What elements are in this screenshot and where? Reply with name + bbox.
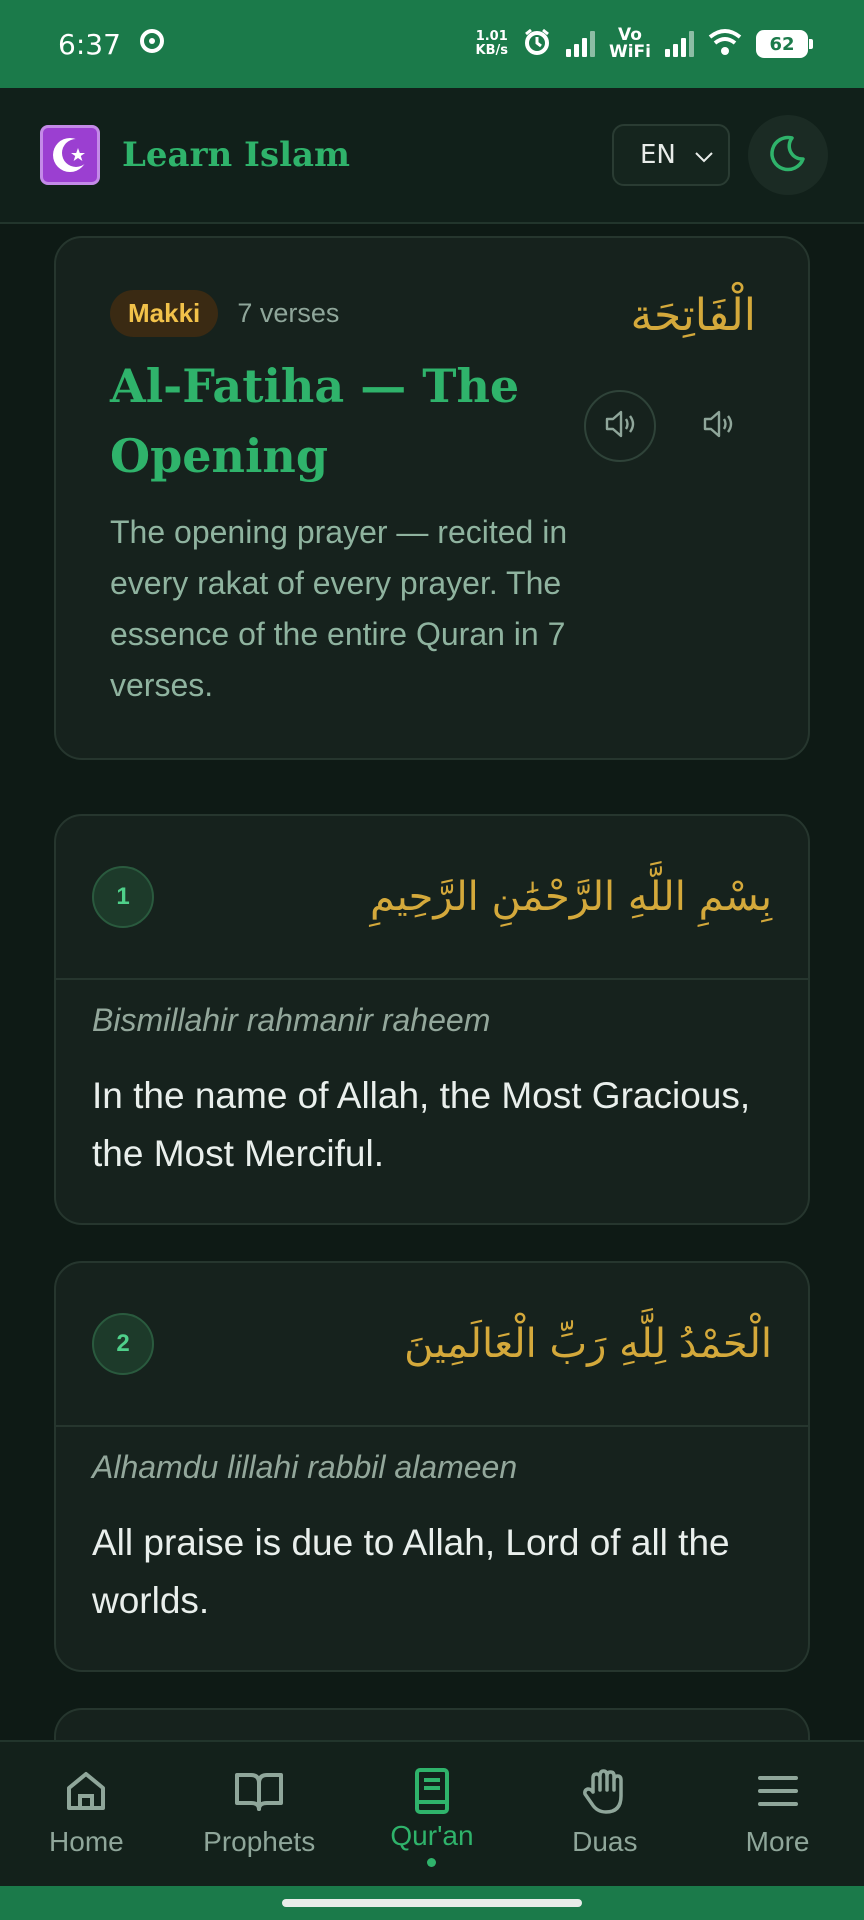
verse-card bbox=[54, 1261, 810, 1672]
verse-number: 1 bbox=[92, 866, 154, 928]
book-open-icon bbox=[233, 1766, 285, 1820]
nav-item-duas[interactable] bbox=[530, 1766, 680, 1858]
revelation-badge: Makki bbox=[110, 290, 218, 337]
play-audio-button[interactable] bbox=[584, 390, 656, 462]
nav-label: Prophets bbox=[203, 1826, 316, 1857]
bottom-navigation bbox=[0, 1740, 864, 1886]
status-bar bbox=[0, 0, 864, 88]
nav-label: Duas bbox=[572, 1826, 638, 1857]
menu-icon bbox=[753, 1766, 803, 1820]
verse-body bbox=[56, 980, 808, 1223]
moon-icon bbox=[768, 133, 808, 177]
theme-toggle-button[interactable] bbox=[748, 115, 828, 195]
hand-icon bbox=[579, 1766, 631, 1820]
nav-item-quran[interactable] bbox=[357, 1766, 507, 1867]
vowifi-bottom: WiFi bbox=[608, 42, 651, 62]
surah-description: The opening prayer — recited in every rakat of every prayer. The essence of the entire Quran in 7 verses. bbox=[110, 514, 568, 703]
surah-title: Al-Fatiha — The Opening bbox=[110, 359, 520, 483]
home-icon bbox=[61, 1766, 111, 1820]
chevron-down-icon bbox=[694, 140, 714, 170]
app-title: Learn Islam bbox=[122, 135, 351, 175]
active-indicator bbox=[427, 1858, 436, 1867]
verse-translation: In the name of Allah, the Most Gracious, the Most Merciful. bbox=[92, 1075, 751, 1174]
app-header bbox=[0, 88, 864, 224]
verse-transliteration: Bismillahir rahmanir raheem bbox=[92, 1002, 491, 1038]
play-audio-alt-button[interactable] bbox=[682, 390, 754, 462]
verse-number: 2 bbox=[92, 1313, 154, 1375]
battery-indicator: 62 bbox=[756, 30, 808, 58]
quran-book-icon bbox=[407, 1766, 457, 1820]
language-select[interactable] bbox=[612, 124, 730, 186]
verse-arabic-text: الْحَمْدُ لِلَّهِ رَبِّ الْعَالَمِينَ bbox=[404, 1321, 772, 1367]
wifi-icon bbox=[708, 28, 742, 60]
home-gesture-handle[interactable] bbox=[282, 1899, 582, 1907]
nav-label: More bbox=[745, 1826, 810, 1857]
verse-transliteration: Alhamdu lillahi rabbil alameen bbox=[92, 1449, 518, 1485]
vpn-icon bbox=[139, 28, 165, 61]
nav-label: Home bbox=[49, 1826, 124, 1857]
vowifi-label bbox=[609, 27, 651, 61]
verse-body bbox=[56, 1427, 808, 1670]
speaker-icon bbox=[700, 406, 736, 446]
nav-item-prophets[interactable] bbox=[184, 1766, 334, 1858]
vowifi-top: Vo bbox=[618, 25, 642, 45]
surah-arabic-name: الْفَاتِحَة bbox=[630, 290, 756, 341]
verse-arabic-text: بِسْمِ اللَّهِ الرَّحْمَٰنِ الرَّحِيمِ bbox=[369, 874, 772, 920]
app-logo-icon bbox=[40, 125, 100, 185]
verse-card bbox=[54, 814, 810, 1225]
net-speed bbox=[476, 30, 508, 58]
signal-icon bbox=[566, 31, 595, 57]
audio-controls bbox=[584, 390, 754, 462]
gesture-bar bbox=[0, 1886, 864, 1920]
alarm-icon bbox=[522, 27, 552, 61]
verse-header bbox=[56, 1263, 808, 1427]
speaker-icon bbox=[602, 406, 638, 446]
signal-icon-2 bbox=[665, 31, 694, 57]
net-speed-unit: KB/s bbox=[475, 43, 508, 58]
verse-count: 7 verses bbox=[237, 298, 340, 328]
verse-header bbox=[56, 816, 808, 980]
net-speed-value: 1.01 bbox=[475, 29, 508, 44]
surah-content bbox=[54, 236, 810, 1748]
surah-intro-card bbox=[54, 236, 810, 760]
nav-label: Qur'an bbox=[390, 1820, 474, 1851]
nav-item-home[interactable] bbox=[11, 1766, 161, 1858]
nav-item-more[interactable] bbox=[703, 1766, 853, 1858]
language-value: EN bbox=[640, 140, 676, 170]
verse-translation: All praise is due to Allah, Lord of all the worlds. bbox=[92, 1522, 730, 1621]
status-time: 6:37 bbox=[58, 27, 121, 61]
